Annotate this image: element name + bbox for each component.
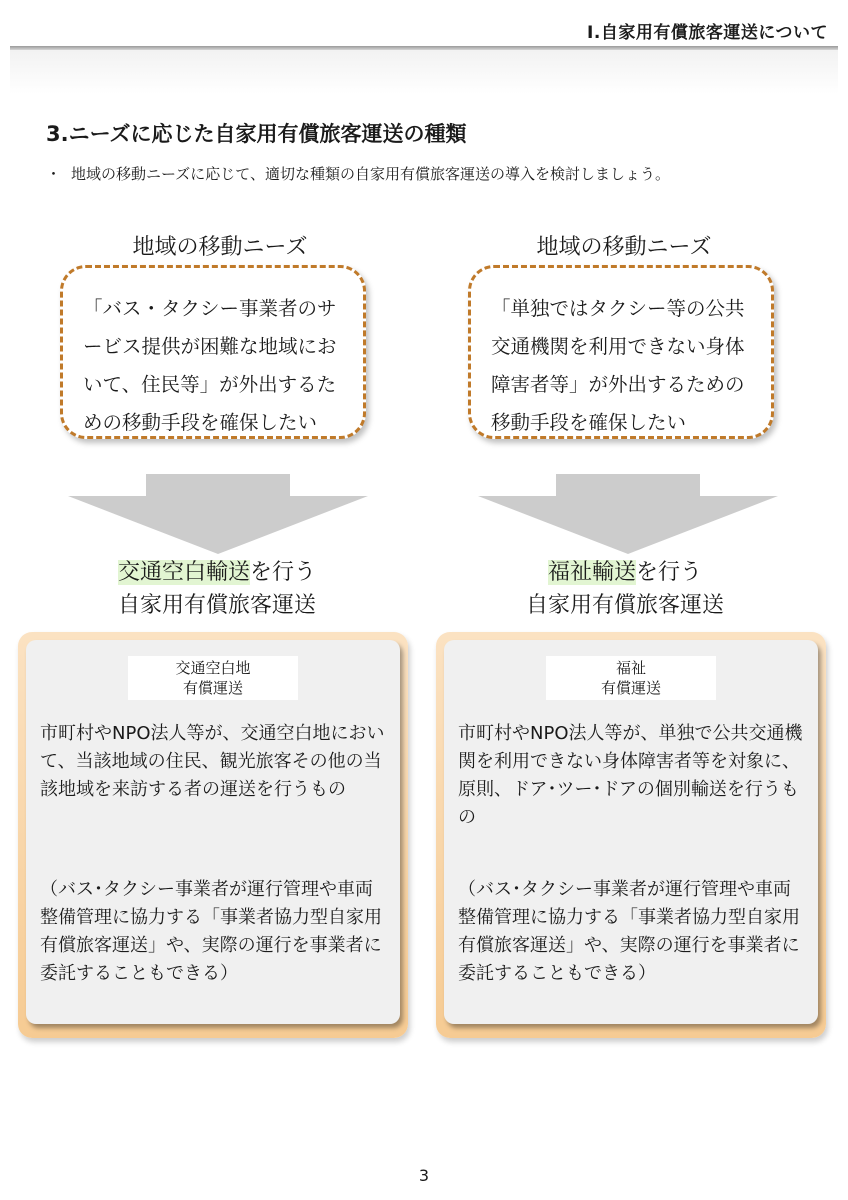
section-heading: 3.ニーズに応じた自家用有償旅客運送の種類 xyxy=(46,122,467,146)
transport-title-line2-left: 自家用有償旅客運送 xyxy=(117,593,316,618)
card-tag-line1-right: 福祉 xyxy=(615,659,646,677)
card-left xyxy=(18,632,408,1038)
transport-type-highlight-left: 交通空白輸送 xyxy=(117,560,250,585)
needs-label-right: 地域の移動ニーズ xyxy=(536,235,712,260)
needs-box-right xyxy=(468,265,774,439)
card-note-right: （バス･タクシー事業者が運行管理や車両整備管理に協力する「事業者協力型自家用有償旅客運送」や、実際の運行を事業者に委託することもできる） xyxy=(458,879,800,984)
down-arrow-right xyxy=(478,474,778,554)
transport-title-rest-left: を行う xyxy=(250,560,317,585)
header-shade xyxy=(10,50,838,94)
transport-title-left xyxy=(52,556,382,622)
transport-type-highlight-right: 福祉輸送 xyxy=(547,560,636,585)
needs-text-left: 「バス・タクシー事業者のサービス提供が困難な地域において、住民等」が外出するための移動手段を確保したい xyxy=(83,297,337,434)
card-description-right: 市町村やNPO法人等が、単独で公共交通機関を利用できない身体障害者等を対象に、原則、ドア･ツー･ドアの個別輸送を行うもの xyxy=(458,723,803,828)
card-tag-left xyxy=(128,656,298,700)
transport-title-line2-right: 自家用有償旅客運送 xyxy=(525,593,724,618)
needs-text-right: 「単独ではタクシー等の公共交通機関を利用できない身体障害者等」が外出するための移動手段を確保したい xyxy=(491,297,745,434)
intro-text xyxy=(46,163,670,184)
needs-label-left: 地域の移動ニーズ xyxy=(132,235,308,260)
card-description-left: 市町村やNPO法人等が、交通空白地において、当該地域の住民、観光旅客その他の当該地域を来訪する者の運送を行うもの xyxy=(40,723,385,800)
card-right xyxy=(436,632,826,1038)
card-tag-line2-right: 有償運送 xyxy=(600,679,661,697)
card-note-left: （バス･タクシー事業者が運行管理や車両整備管理に協力する「事業者協力型自家用有償旅客運送」や、実際の運行を事業者に委託することもできる） xyxy=(40,879,382,984)
transport-title-right xyxy=(460,556,790,622)
transport-title-rest-right: を行う xyxy=(636,560,703,585)
card-tag-right xyxy=(546,656,716,700)
chapter-title: Ⅰ.自家用有償旅客運送について xyxy=(587,23,828,43)
down-arrow-left xyxy=(68,474,368,554)
needs-box-left xyxy=(60,265,366,439)
page-number: 3 xyxy=(418,1166,430,1185)
bullet: ・ xyxy=(46,165,62,183)
card-inner-left xyxy=(26,640,400,1024)
card-inner-right xyxy=(444,640,818,1024)
intro-sentence: 地域の移動ニーズに応じて、適切な種類の自家用有償旅客運送の導入を検討しましょう。 xyxy=(71,165,670,183)
card-tag-line1-left: 交通空白地 xyxy=(175,659,251,677)
card-tag-line2-left: 有償運送 xyxy=(182,679,243,697)
